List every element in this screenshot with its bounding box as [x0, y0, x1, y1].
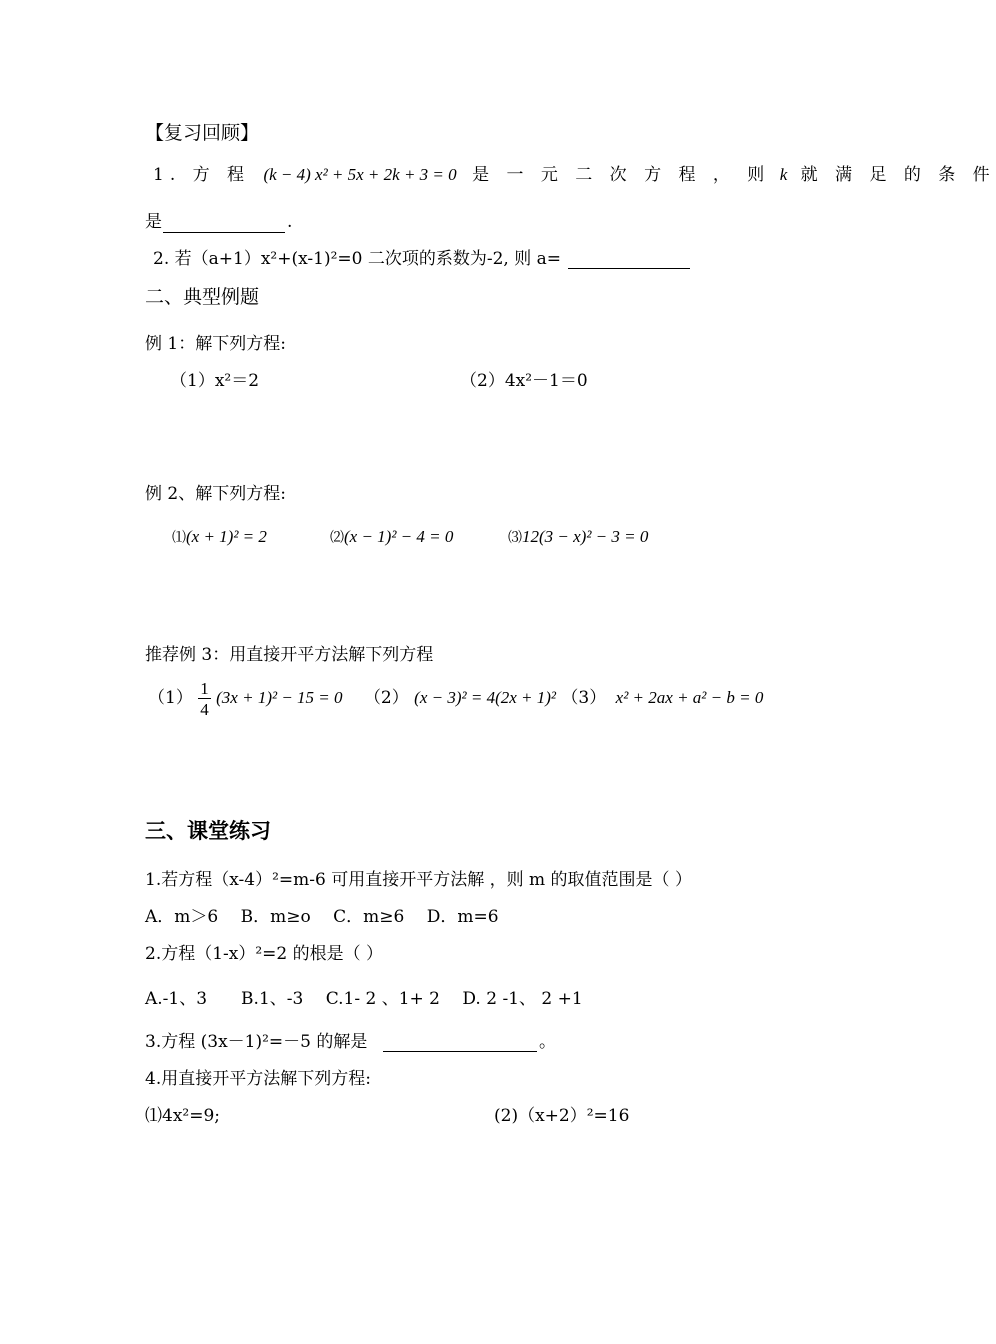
review-q2-answer-blank: [568, 268, 690, 269]
practice-q4-eq2: (2)（x+2）²=16: [494, 1106, 630, 1126]
example3-eq2-body: (x − 3)² = 4(2x + 1)²: [414, 688, 557, 707]
review-q1-mid: 是 一 元 二 次 方 程 ， 则: [472, 165, 771, 185]
example2-eq3-body: 12(3 − x)² − 3 = 0: [522, 527, 649, 546]
example3-eq2-label: （2）: [363, 688, 409, 708]
example3-row: [148, 678, 763, 722]
example3-title: 推荐例 3：用直接开平方法解下列方程: [145, 645, 434, 665]
practice-q3-end: 。: [539, 1032, 556, 1052]
practice-q4: 4.用直接开平方法解下列方程:: [145, 1069, 371, 1089]
example2-eq2-body: (x − 1)² − 4 = 0: [344, 527, 454, 546]
example2-title: 例 2、解下列方程:: [145, 484, 286, 504]
example3-fraction: [198, 680, 211, 718]
section3-title: 三、课堂练习: [145, 818, 271, 843]
example2-eq1: [172, 528, 267, 546]
example3-eq1-body: (3x + 1)² − 15 = 0: [216, 688, 343, 707]
example1-title: 例 1：解下列方程:: [145, 334, 286, 354]
example1-eq1: （1）x²＝2: [170, 371, 260, 391]
example3-fraction-numerator: 1: [200, 678, 209, 698]
practice-q2: 2.方程（1-x）²=2 的根是（ ）: [145, 944, 384, 964]
review-q2-text: 2. 若（a+1）x²+(x-1)²=0 二次项的系数为-2, 则 a=: [153, 249, 562, 269]
example3-eq3-body: x² + 2ax + a² − b = 0: [615, 688, 764, 707]
review-q1-prefix: 1. 方 程: [153, 165, 251, 185]
section2-title: 二、典型例题: [145, 286, 260, 308]
example3-eq1-label: （1）: [148, 688, 193, 708]
review-q1-dot: .: [287, 212, 293, 232]
example2-eq2-label: ⑵: [330, 531, 344, 546]
review-q1-line2: 是: [145, 212, 162, 232]
review-q1-answer-blank: [163, 232, 285, 233]
example3-fraction-denominator: 4: [200, 699, 209, 719]
practice-q3-answer-blank: [383, 1051, 537, 1052]
example2-eq3: [508, 528, 648, 546]
review-q1-variable: k: [779, 165, 788, 184]
review-q1-tail: 就 满 足 的 条 件: [800, 165, 996, 185]
example3-eq3-label: （3）: [561, 688, 607, 708]
example2-eq3-label: ⑶: [508, 531, 522, 546]
example2-eq2: [330, 528, 453, 546]
practice-q3: 3.方程 (3x－1)²=－5 的解是: [145, 1032, 368, 1052]
example2-eq1-body: (x + 1)² = 2: [186, 527, 267, 546]
practice-q1: 1.若方程（x-4）²=m-6 可用直接开平方法解 ，则 m 的取值范围是（ ）: [145, 870, 692, 890]
example2-eq1-label: ⑴: [172, 531, 186, 546]
practice-q4-eq1: ⑴4x²=9;: [145, 1106, 221, 1126]
review-q1-equation: (k − 4) x² + 5x + 2k + 3 = 0: [263, 165, 457, 184]
review-title: 【复习回顾】: [145, 122, 260, 144]
practice-q2-options: A.-1、3 B.1、-3 C.1- 2 、1+ 2 D. 2 -1、 2 +1: [145, 989, 583, 1009]
practice-q1-options: A．m＞6 B．m≥o C．m≥6 D．m=6: [145, 907, 499, 927]
review-q1-line1: [153, 166, 996, 184]
example1-eq2: （2）4x²－1＝0: [460, 371, 588, 391]
